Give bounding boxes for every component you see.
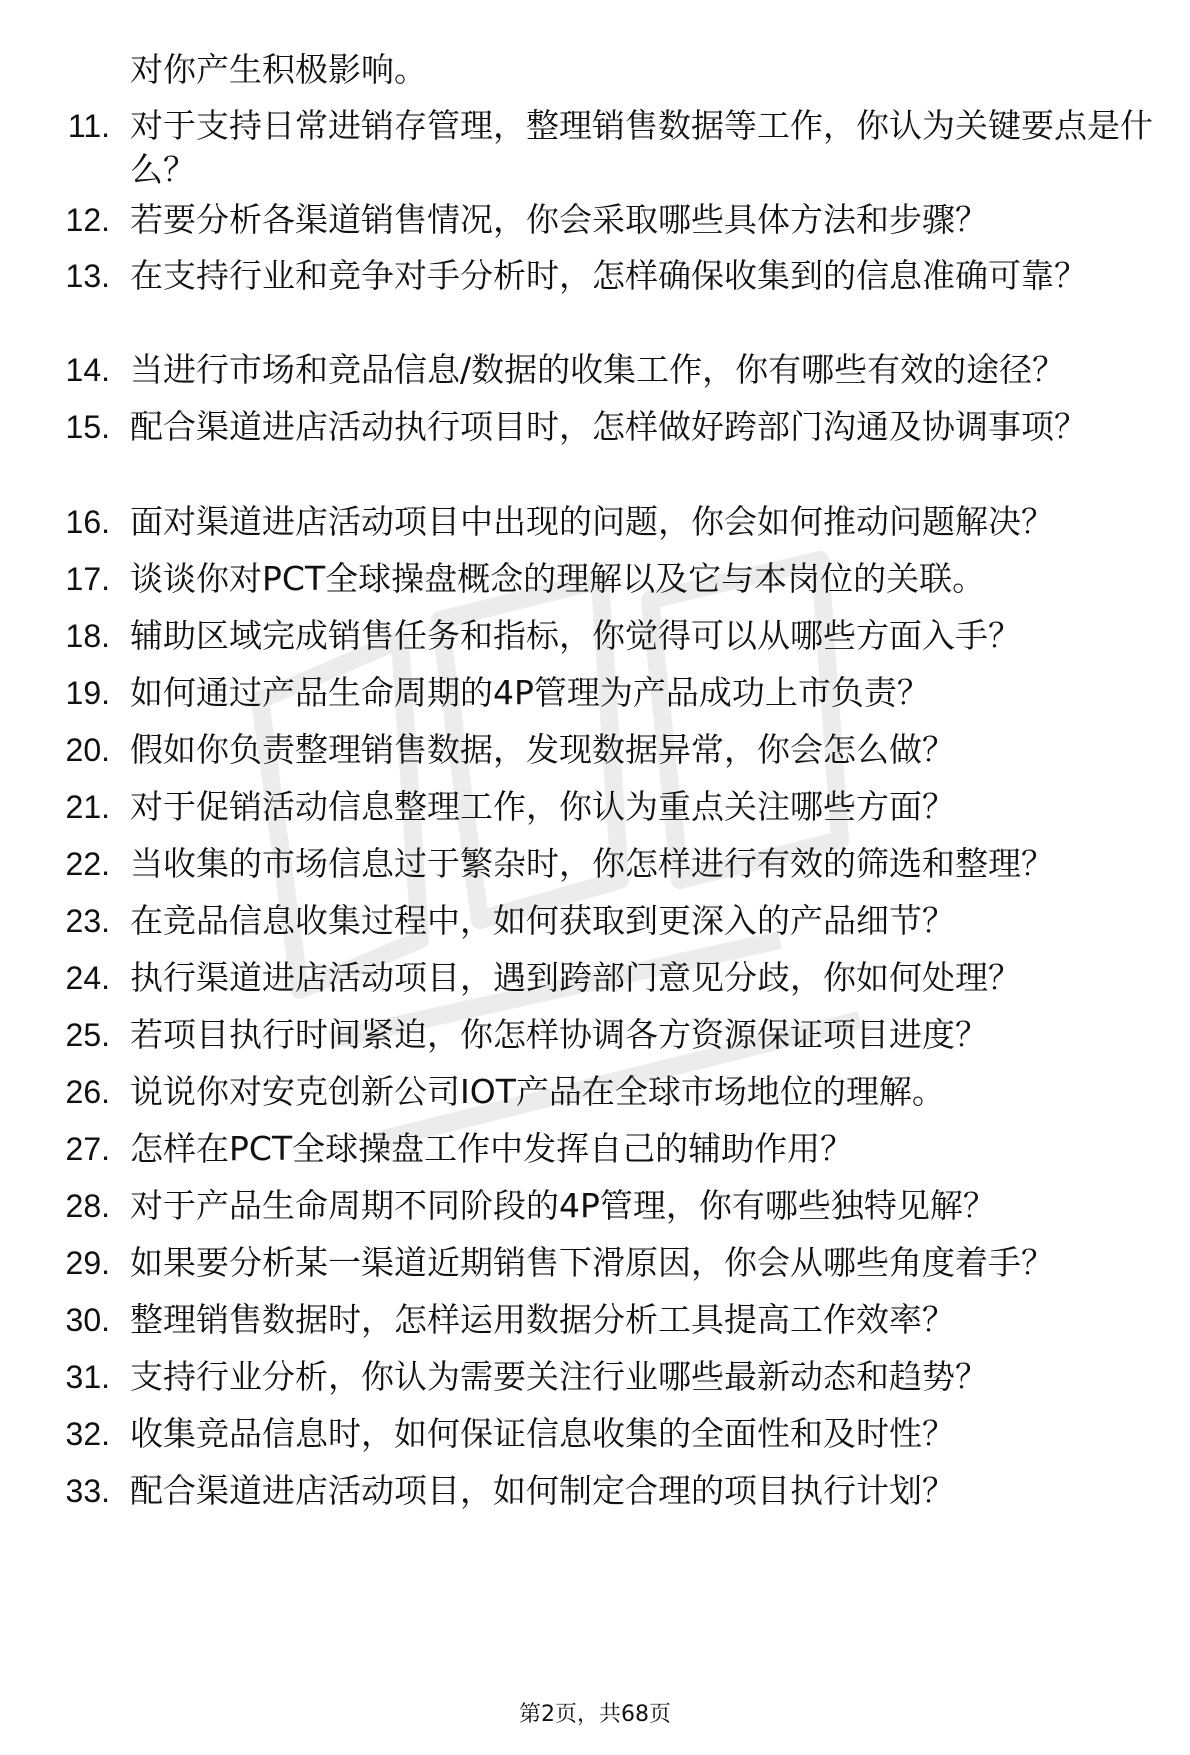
- item-number: 28.: [65, 1188, 110, 1224]
- item-number: 18.: [65, 618, 110, 654]
- item-number: 11.: [67, 108, 110, 144]
- item-text: 收集竞品信息时，如何保证信息收集的全面性和及时性？: [130, 1414, 955, 1453]
- item-text: 若项目执行时间紧迫，你怎样协调各方资源保证项目进度？: [130, 1015, 988, 1054]
- item-text: 若要分析各渠道销售情况，你会采取哪些具体方法和步骤？: [130, 200, 988, 239]
- item-number: 27.: [65, 1131, 110, 1167]
- item-text: 如何通过产品生命周期的4P管理为产品成功上市负责？: [130, 673, 930, 712]
- item-number: 26.: [65, 1074, 110, 1110]
- item-number: 29.: [65, 1245, 110, 1281]
- item-number: 13.: [65, 258, 110, 294]
- item-text: 面对渠道进店活动项目中出现的问题，你会如何推动问题解决？: [130, 502, 1054, 541]
- item-text: 当收集的市场信息过于繁杂时，你怎样进行有效的筛选和整理？: [130, 844, 1054, 883]
- item-number: 15.: [65, 409, 110, 445]
- item-text: 在支持行业和竞争对手分析时，怎样确保收集到的信息准确可靠？: [130, 256, 1087, 295]
- item-number: 23.: [65, 903, 110, 939]
- item-number: 21.: [65, 789, 110, 825]
- item-text: 执行渠道进店活动项目，遇到跨部门意见分歧，你如何处理？: [130, 958, 1021, 997]
- item-number: 22.: [65, 846, 110, 882]
- item-text: 辅助区域完成销售任务和指标，你觉得可以从哪些方面入手？: [130, 616, 1021, 655]
- item-text: 怎样在PCT全球操盘工作中发挥自己的辅助作用？: [130, 1129, 854, 1168]
- item-text: 如果要分析某一渠道近期销售下滑原因，你会从哪些角度着手？: [130, 1243, 1054, 1282]
- item-number: 17.: [65, 561, 110, 597]
- item-number: 30.: [65, 1302, 110, 1338]
- item-text: 对于支持日常进销存管理，整理销售数据等工作，你认为关键要点是什么？: [130, 106, 1153, 189]
- item-text: 配合渠道进店活动项目，如何制定合理的项目执行计划？: [130, 1471, 955, 1510]
- continuation-text: 对你产生积极影响。: [130, 50, 427, 89]
- item-text: 整理销售数据时，怎样运用数据分析工具提高工作效率？: [130, 1300, 955, 1339]
- item-text: 谈谈你对PCT全球操盘概念的理解以及它与本岗位的关联。: [130, 559, 986, 598]
- item-number: 24.: [65, 960, 110, 996]
- item-number: 12.: [65, 202, 110, 238]
- item-number: 32.: [65, 1416, 110, 1452]
- item-text: 对于促销活动信息整理工作，你认为重点关注哪些方面？: [130, 787, 955, 826]
- item-text: 对于产品生命周期不同阶段的4P管理，你有哪些独特见解？: [130, 1186, 996, 1225]
- item-number: 31.: [65, 1359, 110, 1395]
- item-text: 配合渠道进店活动执行项目时，怎样做好跨部门沟通及协调事项？: [130, 407, 1087, 446]
- item-number: 19.: [65, 675, 110, 711]
- item-text: 支持行业分析，你认为需要关注行业哪些最新动态和趋势？: [130, 1357, 988, 1396]
- item-number: 25.: [65, 1017, 110, 1053]
- item-number: 16.: [65, 504, 110, 540]
- item-number: 33.: [65, 1473, 110, 1509]
- item-text: 假如你负责整理销售数据，发现数据异常，你会怎么做？: [130, 730, 955, 769]
- item-text: 说说你对安克创新公司IOT产品在全球市场地位的理解。: [130, 1072, 945, 1111]
- page-footer: 第2页，共68页: [519, 1702, 671, 1727]
- item-text: 在竞品信息收集过程中，如何获取到更深入的产品细节？: [130, 901, 955, 940]
- item-number: 14.: [65, 352, 110, 388]
- item-text: 当进行市场和竞品信息/数据的收集工作，你有哪些有效的途径？: [130, 350, 1066, 389]
- item-number: 20.: [65, 732, 110, 768]
